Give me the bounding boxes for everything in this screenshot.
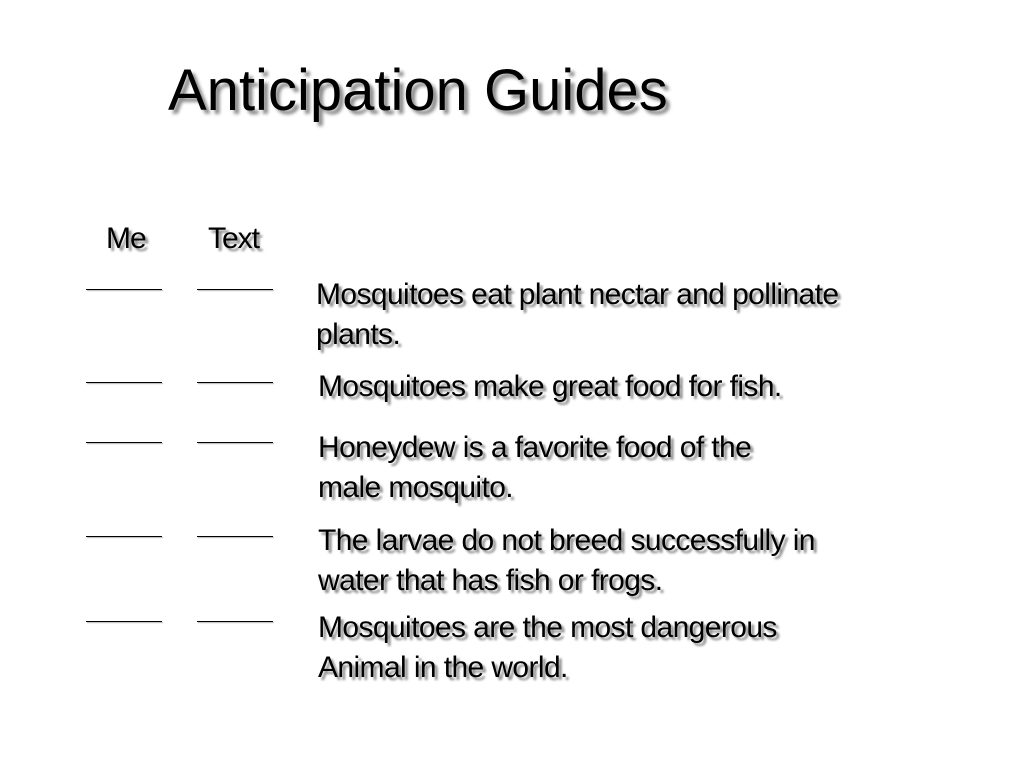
text-answer-blank-2[interactable] — [197, 382, 273, 383]
column-header-text: Text — [208, 222, 260, 255]
text-answer-blank-5[interactable] — [197, 621, 273, 622]
me-answer-blank-4[interactable] — [86, 536, 162, 537]
statement-3: Honeydew is a favorite food of the male mosquito. — [318, 431, 752, 504]
statement-5: Mosquitoes are the most dangerous Animal in the world. — [318, 611, 777, 684]
column-header-me: Me — [106, 222, 146, 255]
statement-4: The larvae do not breed successfully in water that has fish or frogs. — [318, 524, 815, 597]
statement-2: Mosquitoes make great food for fish. — [318, 370, 782, 403]
me-answer-blank-1[interactable] — [86, 289, 162, 290]
text-answer-blank-4[interactable] — [197, 536, 273, 537]
slide-title: Anticipation Guides — [168, 58, 668, 123]
me-answer-blank-2[interactable] — [86, 382, 162, 383]
text-answer-blank-3[interactable] — [197, 442, 273, 443]
me-answer-blank-5[interactable] — [86, 621, 162, 622]
text-answer-blank-1[interactable] — [197, 289, 273, 290]
statement-1: Mosquitoes eat plant nectar and pollinate plants. — [316, 278, 839, 351]
me-answer-blank-3[interactable] — [86, 442, 162, 443]
